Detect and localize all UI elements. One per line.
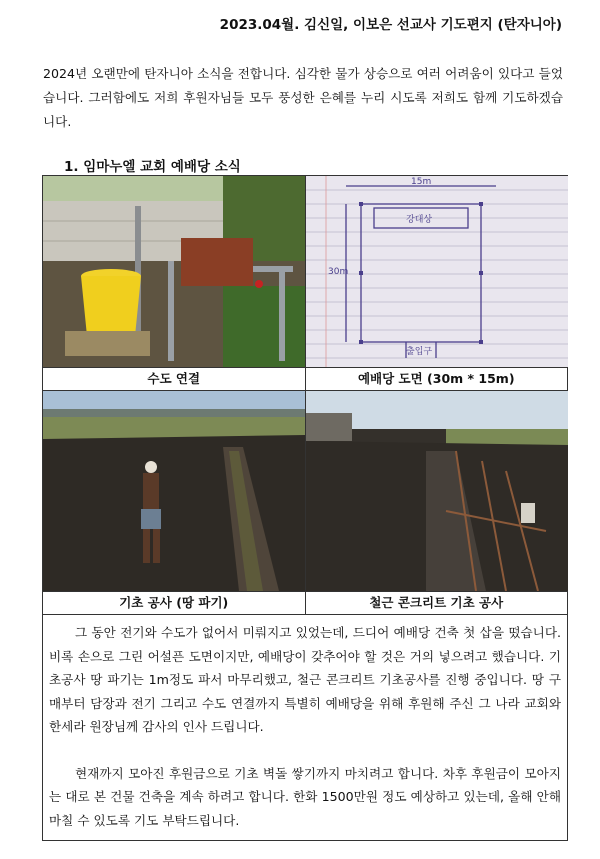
- photo-table: [42, 175, 568, 841]
- sketch-length-label: 30m: [327, 267, 348, 277]
- letter-header: 2023.04월. 김신일, 이보은 선교사 기도편지 (탄자니아): [219, 17, 562, 33]
- photo-caption: 수도 연결: [43, 368, 306, 391]
- photo-caption: 예배당 도면 (30m * 15m): [305, 368, 568, 391]
- body-paragraph: 현재까지 모아진 후원금으로 기초 벽돌 쌓기까지 마치려고 합니다. 차후 후원금이 모아지는 대로 본 건물 건축을 계속 하려고 합니다. 한화 1500만원 정도 예상하고 있는데, 올해 안해 마칠 수 있도록 기도 부탁드립니다.: [49, 765, 561, 828]
- photo-water-connection: [43, 176, 306, 368]
- water-connection-photo: [43, 176, 305, 367]
- section-title: 1. 임마누엘 교회 예배당 소식: [64, 159, 241, 175]
- sketch-pulpit-label: 강대상: [405, 215, 432, 225]
- floor-plan-sketch: [306, 176, 568, 367]
- body-paragraph: 그 동안 전기와 수도가 없어서 미뤄지고 있었는데, 드디어 예배당 건축 첫 삽을 떴습니다. 비록 손으로 그린 어설픈 도면이지만, 예배당이 갖추어야 할 것은 거의 넣으려고 했습니다. 기초공사 땅 파기는 1m정도 파서 마무리했고, 철근 콘크리트 기초공사를 진행 중입니다. 땅 구매부터 담장과 전기 그리고 수도 연결까지 특별히 예배당을 위해 후원해 주신 그 나라 교회와 한세라 원장님께 감사의 인사 드립니다.: [49, 625, 561, 734]
- rebar-foundation-photo: [306, 391, 568, 591]
- photo-caption: 철근 콘크리트 기초 공사: [305, 592, 568, 615]
- sketch-width-label: 15m: [410, 177, 431, 187]
- intro-paragraph: 2024년 오랜만에 탄자니아 소식을 전합니다. 심각한 물가 상승으로 여러 어려움이 있다고 들었습니다. 그러함에도 저희 후원자님들 모두 풍성한 은혜를 누리 시도록 저희도 함께 기도하겠습니다.: [43, 66, 563, 129]
- photo-floor-plan: [305, 176, 568, 368]
- sketch-entrance-label: 출입구: [405, 347, 432, 357]
- body-text: [43, 615, 568, 841]
- photo-excavation: [43, 391, 306, 592]
- excavation-photo: [43, 391, 305, 591]
- photo-rebar-foundation: [305, 391, 568, 592]
- photo-caption: 기초 공사 (땅 파기): [43, 592, 306, 615]
